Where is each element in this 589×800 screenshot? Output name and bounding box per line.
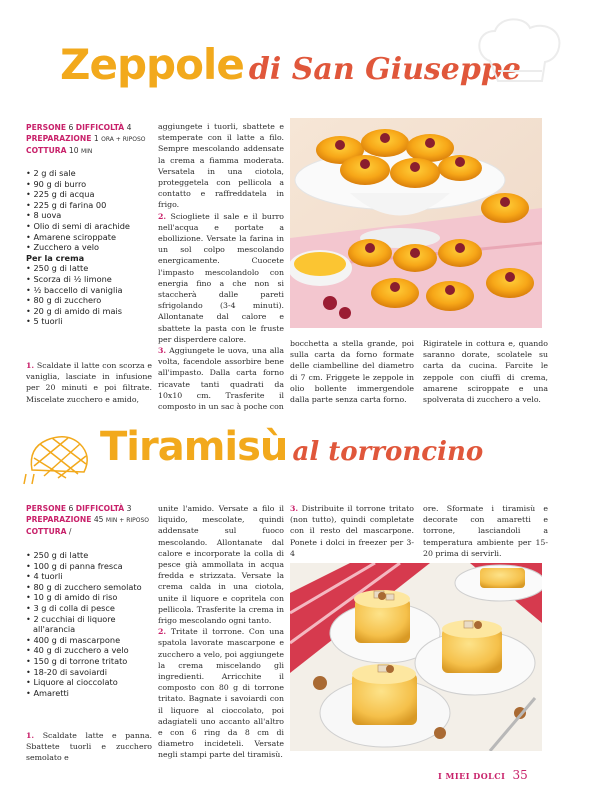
step-number: 2. [158, 211, 167, 221]
step-text: ore. Sformate i tiramisù e decorate con amaretti e torrone, lasciandoli a temperatura ambiente per 15-20 prima di servirli. [423, 504, 548, 558]
preparazione-unit: MIN + RIPOSO [105, 517, 150, 524]
ingredient-item: • 8 uova [26, 210, 130, 221]
ingredient-item: • 80 g di zucchero [26, 295, 130, 306]
cottura-label: COTTURA [26, 527, 67, 536]
ingredient-item: • 4 tuorli [26, 571, 142, 582]
recipe1-title-main: Zeppole [60, 40, 244, 89]
ingredient-item: • 20 g di amido di mais [26, 306, 130, 317]
ingredient-item: • 225 g di acqua [26, 189, 130, 200]
ingredient-item: • ½ baccello di vaniglia [26, 285, 130, 296]
step-text: Distribuite il torrone tritato (non tutto), quindi completate con il resto del mascarpone. Ponete i dolci in freezer per 3-4 [290, 504, 414, 558]
preparazione-unit: ORA + RIPOSO [101, 136, 146, 143]
ingredient-item: • 3 g di colla di pesce [26, 603, 142, 614]
ingredient-item: all'arancia [33, 624, 76, 635]
step-number: 3. [290, 504, 299, 513]
cream-header: Per la crema [26, 252, 85, 263]
chef-hat-icon [470, 16, 570, 88]
persone-value: 6 [68, 504, 74, 513]
ingredient-item: • 18-20 di savoiardi [26, 667, 142, 678]
step-text: aggiungete i tuorli, sbattete e stemperate con il latte a filo. Sempre mescolando addensate la crema a fiamma moderata. Versatela in una ciotola, proteggetela con pellicola a contatto e raffreddatela in frigo. [158, 122, 284, 210]
cottura-label: COTTURA [26, 146, 67, 155]
recipe2-steps-col1 [26, 730, 152, 764]
recipe2-steps-col2 [158, 503, 284, 761]
step-text: Scaldate il latte con scorza e vaniglia, lasciate in infusione per 20 minuti e poi filtrate. Miscelate zucchero e amido, [26, 361, 152, 404]
difficolta-label: DIFFICOLTÀ [75, 504, 125, 513]
recipe2-title-sub: al torroncino [292, 437, 484, 467]
step-text: Sciogliete il sale e il burro nell'acqua e portate a ebollizione. Versate la farina in un sol colpo mescolando energicamente. Cuocete l'impasto mescolandolo con energia fino a che non si staccherà dalle pareti sfrigolando (3-4 minuti). Allontanate dal calore e sbattete la pasta con le fruste per disperdere calore. [158, 211, 284, 344]
waffle-decoration-icon [22, 430, 96, 486]
ingredient-item: • 225 g di farina 00 [26, 200, 130, 211]
recipe1-title-sub: di San Giuseppe [248, 52, 521, 87]
ingredient-item: • Zucchero a velo [26, 242, 130, 253]
tiramisu-photo [290, 563, 542, 751]
ingredient-item: • 10 g di amido di riso [26, 592, 142, 603]
ingredient-item: • Amarene sciroppate [26, 232, 130, 243]
recipe2-meta [26, 503, 156, 537]
cottura-unit: MIN [80, 148, 93, 155]
ingredient-item: • 90 g di burro [26, 179, 130, 190]
recipe1-ingredients [26, 168, 130, 327]
recipe2-steps-col4 [423, 503, 548, 559]
recipe2-title-main: Tiramisù [100, 424, 288, 470]
recipe2-steps-col3 [290, 503, 414, 559]
recipe2-ingredients [26, 550, 142, 698]
ingredient-item: • Liquore al cioccolato [26, 677, 142, 688]
ingredient-item: • 2 g di sale [26, 168, 130, 179]
recipe1-title [60, 40, 530, 100]
cottura-value: / [68, 527, 72, 536]
step-number: 1. [26, 361, 35, 370]
ingredient-item: • Olio di semi di arachide [26, 221, 130, 232]
step-text: Tritate il torrone. Con una spatola lavorate mascarpone e zucchero a velo, poi aggiungete la crema miscelando gli ingredienti. Arricchite il composto con 80 g di torrone tritato. Bagnate i savoiardi con il liquore al cioccolato, poi adagiateli uno accanto all'altro e con 6 ring da 8 cm di diametro incideteli. Versate negli stampi parte del tiramisù. [158, 627, 284, 760]
step-text: bocchetta a stella grande, poi sulla carta da forno formate delle ciambelline del diametro di 7 cm. Friggete le zeppole in olio bollente immergendole dalla parte senza carta forno. [290, 339, 414, 405]
zeppole-photo [290, 118, 542, 328]
ingredient-item: • 40 g di zucchero a velo [26, 645, 142, 656]
page-footer [438, 764, 528, 783]
step-text: Scaldate latte e panna. Sbattete tuorli e zucchero semolato e [26, 731, 152, 763]
ingredient-item: • 400 g di mascarpone [26, 635, 142, 646]
ingredient-item: • 250 g di latte [26, 263, 130, 274]
ingredient-item: • Amaretti [26, 688, 142, 699]
persone-label: PERSONE [26, 123, 67, 132]
step-number: 1. [26, 731, 35, 740]
ingredient-item: • 150 g di torrone tritato [26, 656, 142, 667]
cottura-value: 10 [68, 146, 79, 155]
recipe1-steps-col3 [290, 338, 414, 405]
step-number: 2. [158, 627, 167, 637]
ingredient-item: • 5 tuorli [26, 316, 130, 327]
ingredient-item: • 100 g di panna fresca [26, 561, 142, 572]
recipe2-title [100, 424, 490, 484]
magazine-name: I MIEI DOLCI [438, 771, 506, 781]
difficolta-value: 3 [126, 504, 132, 513]
preparazione-label: PREPARAZIONE [26, 134, 92, 143]
recipe1-steps-col2 [158, 121, 284, 412]
difficolta-value: 4 [126, 123, 132, 132]
step-text: Aggiungete le uova, una alla volta, facendole assorbire bene all'impasto. Dalla carta forno ricavate tanti quadrati da 10x10 cm. Trasferite il composto in un sac à poche con [158, 346, 285, 412]
page-number: 35 [512, 768, 528, 782]
persone-label: PERSONE [26, 504, 67, 513]
recipe1-steps-col1 [26, 360, 152, 405]
preparazione-value: 45 [93, 515, 104, 524]
step-text: Rigiratele in cottura e, quando saranno dorate, scolatele su carta da cucina. Farcite le zeppole con ciuffi di crema, amarene sciroppate e una spolverata di zucchero a velo. [423, 339, 548, 405]
ingredient-item: • 80 g di zucchero semolato [26, 582, 142, 593]
ingredient-item: • Scorza di ½ limone [26, 274, 130, 285]
preparazione-value: 1 [93, 134, 99, 143]
recipe1-steps-col4 [423, 338, 548, 405]
persone-value: 6 [68, 123, 74, 132]
difficolta-label: DIFFICOLTÀ [75, 123, 125, 132]
step-text: unite l'amido. Versate a filo il liquido, mescolate, quindi addensate sul fuoco mescolando. Allontanate dal calore e incorporate la colla di pesce già ammollata in acqua fredda e strizzata. Versate la crema calda in una ciotola, unite il liquore e copritela con pellicola. Trasferite la crema in frigo mescolando ogni tanto. [158, 504, 284, 626]
step-number: 3. [158, 346, 167, 356]
ingredient-item: • 250 g di latte [26, 550, 142, 561]
recipe1-meta [26, 122, 156, 157]
preparazione-label: PREPARAZIONE [26, 515, 92, 524]
ingredient-item: • 2 cucchiai di liquore [26, 614, 142, 625]
